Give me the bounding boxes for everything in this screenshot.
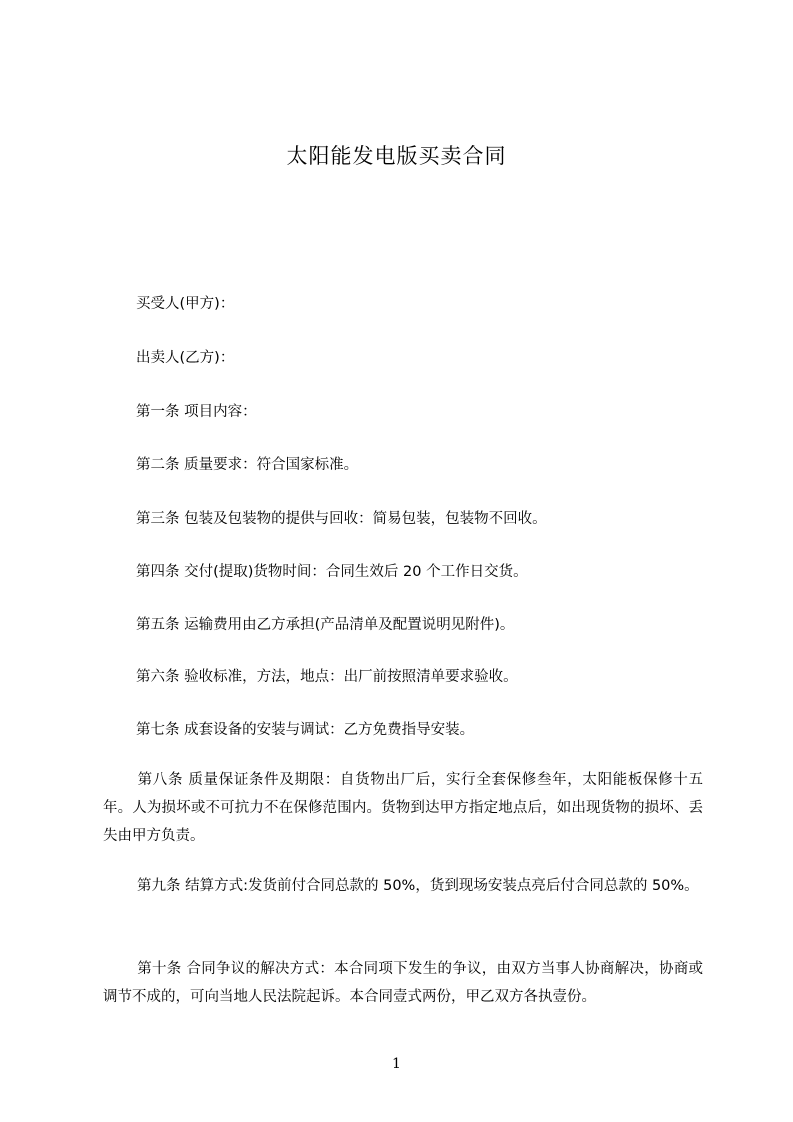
clause-7: 第七条 成套设备的安装与调试：乙方免费指导安装。 xyxy=(136,722,475,738)
clause-5: 第五条 运输费用由乙方承担(产品清单及配置说明见附件)。 xyxy=(136,617,515,633)
clause-6: 第六条 验收标准，方法，地点：出厂前按照清单要求验收。 xyxy=(136,669,518,685)
clause-10 xyxy=(103,955,703,1011)
clause-4: 第四条 交付(提取)货物时间：合同生效后 20 个工作日交货。 xyxy=(136,564,528,580)
clause-8-text: 第八条 质量保证条件及期限：自货物出厂后，实行全套保修叁年，太阳能板保修十五年。人为损坏或不可抗力不在保修范围内。货物到达甲方指定地点后，如出现货物的损坏、丢失由甲方负责。 xyxy=(103,772,703,844)
clause-9-text: 第九条 结算方式:发货前付合同总款的 50%，货到现场安装点亮后付合同总款的 50%。 xyxy=(137,878,699,894)
clause-3: 第三条 包装及包装物的提供与回收：简易包装，包装物不回收。 xyxy=(136,511,547,527)
clause-9 xyxy=(103,872,703,900)
clause-1: 第一条 项目内容： xyxy=(136,404,257,420)
clause-8 xyxy=(103,766,703,850)
page-number: 1 xyxy=(392,1056,401,1072)
document-title: 太阳能发电版买卖合同 xyxy=(286,144,507,168)
seller-label: 出卖人(乙方)： xyxy=(136,350,235,366)
clause-10-text: 第十条 合同争议的解决方式：本合同项下发生的争议，由双方当事人协商解决，协商或调节不成的，可向当地人民法院起诉。本合同壹式两份，甲乙双方各执壹份。 xyxy=(103,961,703,1005)
clause-2: 第二条 质量要求：符合国家标准。 xyxy=(136,457,359,473)
buyer-label: 买受人(甲方)： xyxy=(136,296,235,312)
